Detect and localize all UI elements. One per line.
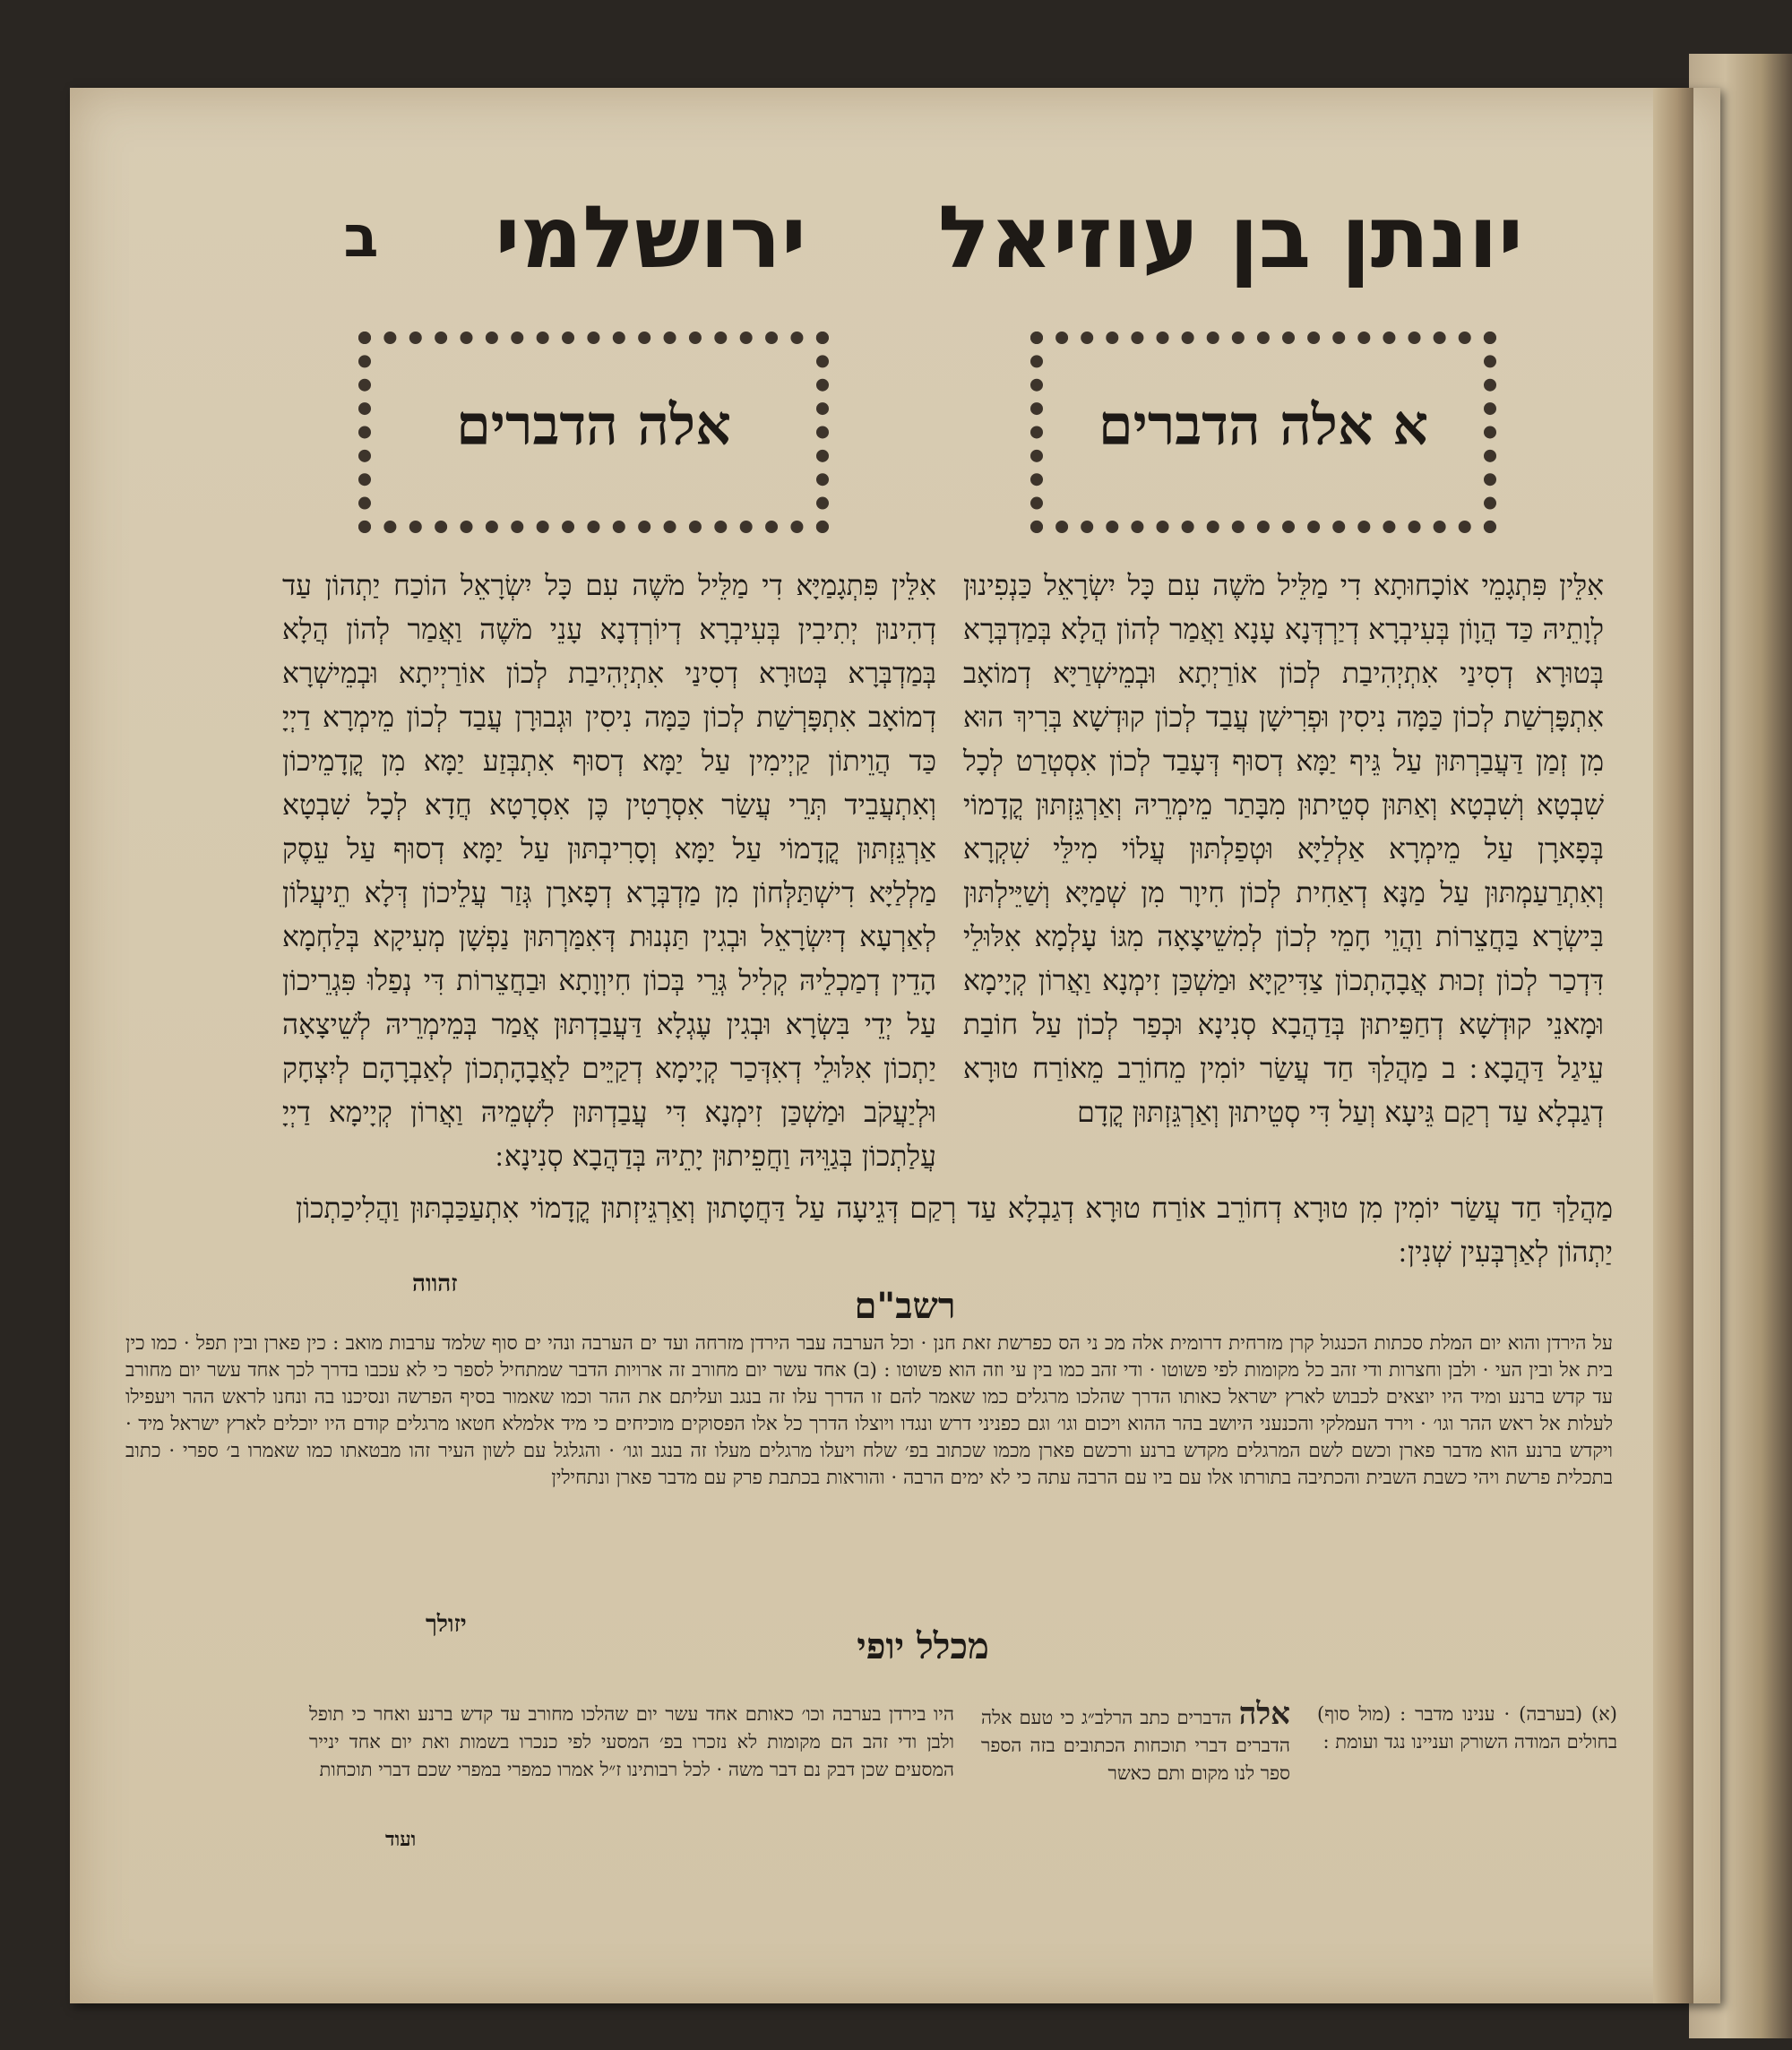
mikhlal-yofi-lead-word: אלה <box>1238 1696 1290 1732</box>
header-left-title: ירושלמי <box>495 187 806 288</box>
page-number: ב <box>343 204 379 271</box>
header-right-title: יונתן בן עוזיאל <box>937 187 1523 288</box>
mikhlal-yofi-column-left: היו בירדן בערבה וכו׳ כאותם אחד עשר יום שהלכו מחורב עד קדש ברנע ואחר כי תופל ולבן ודי זהב הם מקומות לא נזכרו בפ׳ המסעי לפי כנכרו בשמות ואת יום אחד ינייר המסעים שכן דבק נם דבר משה · לכל רבותינו ז״ל אמרו כמפרי במפרי שכם דברי תוכחות <box>309 1703 954 1780</box>
page-gutter <box>1653 88 1693 2003</box>
rashbam-heading: רשב"ם <box>854 1285 956 1327</box>
targum-yonatan-column: אִלֵּין פִּתְגָמֵי אוֹכָחוּתָא דִי מַלֵּיל מֹשֶׁה עִם כָּל יִשְׂרָאֵל כַּנְפִינוּן לְוָתֵיהּ כַּד הֲוָוֹן בְּעִיבְרָא דְיַרְדְּנָא עָנָא וַאֲמַר לְהוֹן הֲלָא בְּמַדְבְּרָא בְּטוּרָא דְסִינַי אִתְיְהִיבַת לְכוֹן אוֹרַיְתָא וּבְמֵישְׁרַיָּא דְמוֹאָב אִתְפָּרְשַׁת לְכוֹן כַּמָּה נִיסִין וּפְרִישָׁן עֲבַד לְכוֹן קוּדְשָׁא בְּרִיךְ הוּא מִן זְמַן דַּעֲבַרְתּוּן עַל גֵּיף יַמָּא דְסוּף דְּעָבַד לְכוֹן אִסְטְרַט לְכָל שִׁבְטָא וְשִׁבְטָא וְאַתּוּן סְטֵיתוּן מִבָּתַר מֵימְרֵיהּ וְאַרְגֵּזְתּוּן קֳדָמוֹי בְּפָארָן עַל מֵימְרָא אַלְלַיָּא וּטְפַלְתּוּן עֲלוֹי מִילֵּי שִׁקְרָא וְאִתְרַעַמְתּוּן עַל מַנָּא דְאַחִית לְכוֹן חִיוָר מִן שְׁמַיָּא וְשַׁיֵּילְתּוּן בִּישְׂרָא בַּחֲצֵרוֹת וַהֲוֵי חָמֵי לְכוֹן לְמִשֵׁיצָאָה מִגּוֹ עָלְמָא אִלּוּלֵי דִּדְכַר לְכוֹן זְכוּת אֲבָהָתְכוֹן צַדִּיקַיָּא וּמַשְׁכַּן זִימְנָא וַאֲרוֹן קְיָימָא וּמָאנֵי קוּדְשָׁא דְחַפֵּיתוּן בְּדַהֲבָא סְנִינָא וּכְפַר לְכוֹן עַל חוֹבַת עֵיגַל דַּהֲבָא ׃ ב מַהֲלַךְ חַד עֲשַׂר יוֹמִין מֵחוֹרֵב מֵאוֹרַח טוּרָא דְגַבְלָא עַד רְקַם גֵּיעָא וְעַל דִּי סְטֵיתוּן וְאַרְגֵּזְתּוּן קֳדָם <box>963 570 1604 1129</box>
section-title-right: א אלה הדברים <box>1098 392 1429 458</box>
catchword: זהווה <box>412 1270 458 1297</box>
targum-continuation: מַהֲלַךְ חַד עֲשַׂר יוֹמִין מִן טוּרָא דְחוֹרֵב אוֹרַח טוּרָא דְגַבְלָא עַד רְקַם דְּגֵיעָה עַל דַּחֲטָתוּן וְאַרְגֵּיזְתוּן קֳדָמוֹי אִתְעַכַּבְתּוּן וַהֲלִיכַתְכוֹן יַתְהוֹן לְאַרְבְּעִין שְׁנִין ׃ <box>296 1193 1613 1269</box>
catchword-2: יזולך <box>426 1611 467 1638</box>
section-title-left: אלה הדברים <box>456 392 731 458</box>
mikhlal-yofi-column-middle <box>981 1696 1290 1853</box>
mikhlal-yofi-column-right: (א) (בערבה) · ענינו מדבר : (מול סוף) בחולים המודה השורק ועניינו נגד ועומת : <box>1317 1703 1617 1753</box>
rashbam-commentary: על הירדן והוא יום המלת סכתות הכנגול קרן מזרחית דרומית אלה מכ ני הס כפרשת זאת חנן · וכל הערבה עבר הירדן מזרחה ועד ים הערבה ונהי ים סוף שלמד ערבות מואב : כין פארן ובין תפל · כמו כין בית אל ובין העי · ולבן וחצרות ודי זהב כל מקומות לפי פשוטו · ודי זהב כמו בין עי וזה הוא פשוטו : (ב) אחד עשר יום מחורב זה ארויות הדבר שמתחיל לספר כי לא עכבו בדרך לכך אחד עשר יום מחורב עד קדש ברנע ומיד היו יוצאים לכבוש לארץ ישראל כאותו הדרך שהלכו מרגלים כמו שאמר להם זו הדרך עלו זה בנגב ועליתם את ההר וכמו שאמור בסיף הפרשה ונסיכנו בה ונחנו לראש ההר ויעפילו לעלות אל ראש ההר וגו׳ · וירד העמלקי והכנעני היושב בהר ההוא ויכום וגו׳ וגם כפניני דרש ונגדו ויוצלו הדרך כל אלו הפסוקים מוכיחים כי מיד אלמלא חטאו מרגלים קודם היו יוכלים לארץ ישראל מיד · ויקדש ברנע הוא מדבר פארן וכשם לשם המרגלים מקדש ברנע ורכשם פארן מכמו שכתוב בפ׳ שלח ויעלו מרגלים מעלו זה בנגב וגו׳ · והגלגל עם לשון העיר זהו מבטאתו כמו שאמרו ב׳ ספרי · כתוב בתכלית פרשת ויהי כשבת השבית והכתיבה בתורתו אלו עם ביו עם הרבה עתה כי לא ימים הרבה · והוראות בכתבת פרק עם מדבר פארן ונתחילין <box>125 1332 1613 1489</box>
mikhlal-yofi-tail: ועוד <box>385 1828 417 1851</box>
mikhlal-yofi-middle-text: הדברים כתב הרלב״ג כי טעם אלה הדברים דברי תוכחות הכתובים בזה הספר ספר לנו מקום ותם כאשר <box>981 1707 1290 1784</box>
targum-yerushalmi-column: אִלֵּין פִּתְגָמַיָּא דִי מַלֵּיל מֹשֶׁה עִם כָּל יִשְׂרָאֵל הוֹכַח יַתְהוֹן עַד דְהִינוּן יְתִיבִין בְּעִיבְרָא דְיוֹרְדְנָא עָנֵי מֹשֶׁה וַאֲמַר לְהוֹן הֲלָא בְּמַדְבְּרָא בְּטוּרָא דְסִינַי אִתְיְהִיבַת לְכוֹן אוֹרַיְיתָא וּבְמֵישְׁרָא דְמוֹאָב אִתְפָּרְשַׁת לְכוֹן כַּמָּה נִיסִין וּגְבוּרָן עֲבַד לְכוֹן מֵימְרָא דַיְיָ כַּד הֲוֵיתוֹן קַיְימִין עַל יַמָּא דְסוּף אִתְבְּזַע יַמָּא מִן קֳדָמֵיכוֹן וְאִתְעֲבֵיד תְּרֵי עֲשַׂר אִסְרָטִין כֶּן אִסְרָטָא חֲדָא לְכָל שִׁבְטָא אַרְגֵּזְתּוּן קֳדָמוֹי עַל יַמָּא וְסָרִיבְתּוּן עַל יַמָּא דְסוּף עַל עֵסֶק מַלְלַיָּא דִישְׁתַּלְּחוֹן מִן מַדְבְּרָא דְפָארָן גְּזַר עֲלֵיכוֹן דְּלָא תֵיעֲלוֹן לְאַרְעָא דְיִשְׂרָאֵל וּבְגִין תַּנְנוּת דְּאִמַּרְתּוּן נַפְשָׁן מְעִיקָא בְּלַחְמָא הָדֵין דְמַכְלֵיהּ קְלִיל גְּרֵי בְּכוֹן חִיוְוָתָא וּבַחֲצֵרוֹת דִּי נְפַלוּ פִּגְרֵיכוֹן עַל יְדֵי בִּשְׂרָא וּבְגִין עֶגְלָא דַּעֲבַדְתּוּן אֲמַר בְּמֵימְרֵיהּ לְשֵׁיצָאָה יַתְכוֹן אִלּוּלֵי דְאִדְּכַר קְיָימָא דְקַיֵּים לַאֲבָהָתְכוֹן לְאַבְרָהָם לְיִצְחָק וּלְיַעֲקֹב וּמַשְׁכַּן זִימְנָא דִּי עֲבַדְתּוּן לִשְׁמֵיהּ וַאֲרוֹן קְיָימָא דַיְיָ עֲלַתְכוֹן בְּגַוֵּיהּ וַחֲפֵיתוּן יָתֵיהּ בְּדַהֲבָא סְנִינָא ׃ <box>282 570 936 1173</box>
mikhlal-yofi-heading: מכלל יופי <box>857 1625 989 1667</box>
